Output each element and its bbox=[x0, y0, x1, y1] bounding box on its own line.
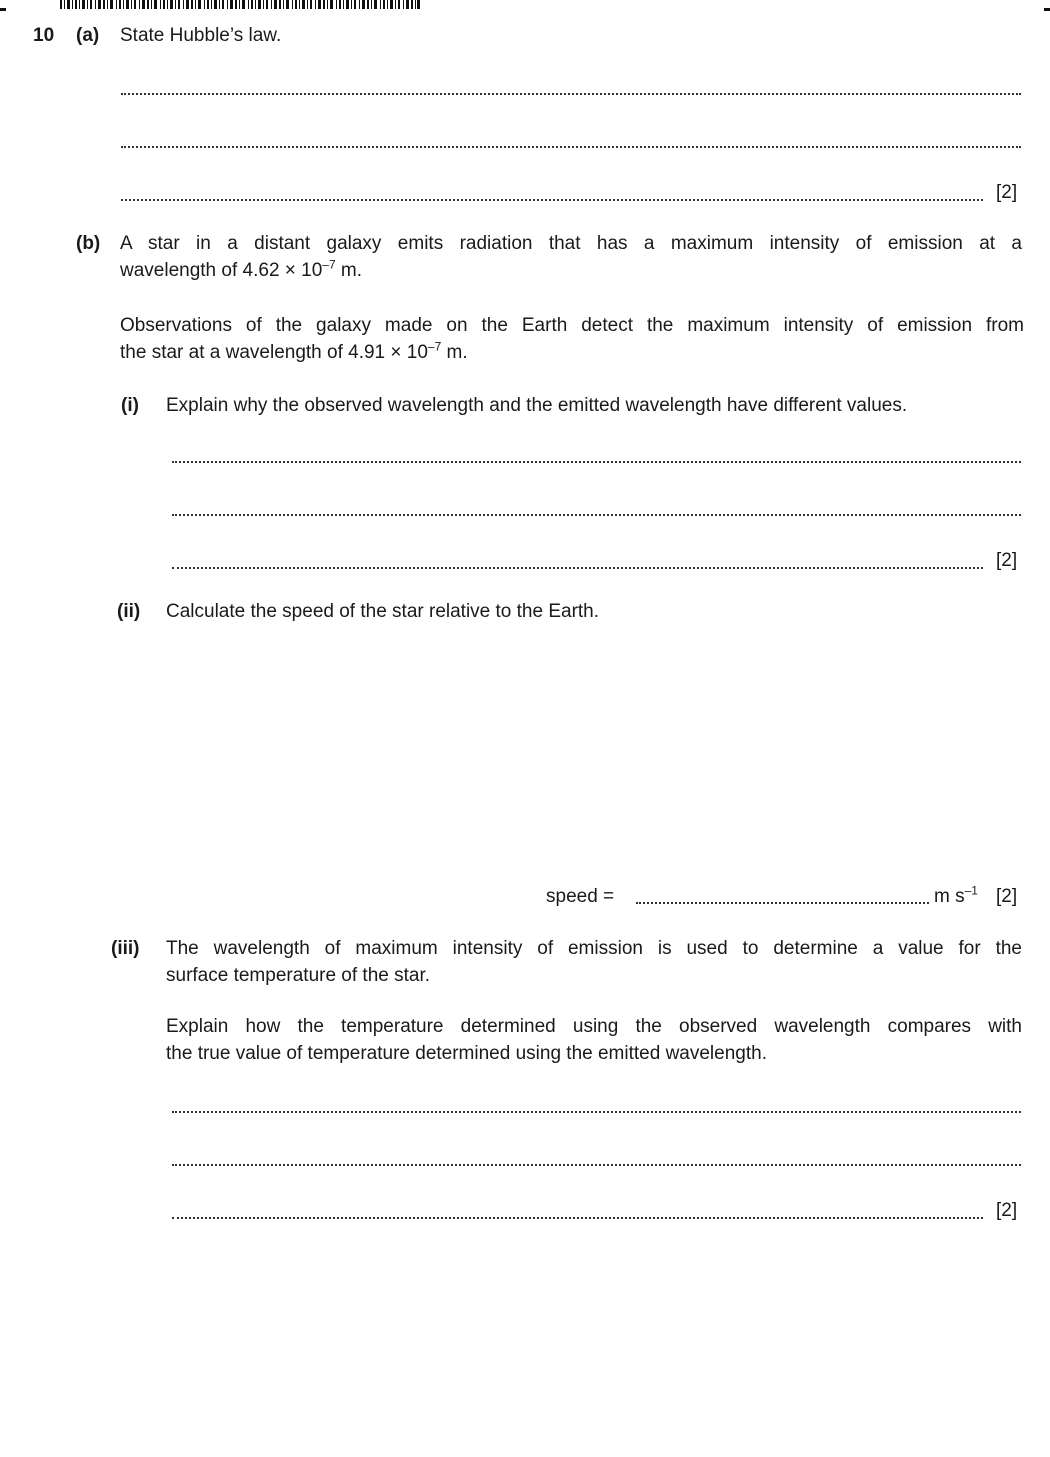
unit-exponent: –1 bbox=[964, 883, 978, 898]
sub-iii-line4: the true value of temperature determined using the emitted wavelength. bbox=[166, 1043, 767, 1064]
sub-iii-label: (iii) bbox=[111, 938, 140, 959]
crop-mark-left bbox=[0, 8, 6, 11]
sub-iii-line1: The wavelength of maximum intensity of emission is used to determine a value for the bbox=[166, 938, 1022, 959]
marks-b-iii: [2] bbox=[996, 1200, 1018, 1221]
speed-label: speed = bbox=[546, 886, 615, 907]
answer-line[interactable] bbox=[121, 199, 983, 201]
answer-line[interactable] bbox=[172, 567, 983, 569]
part-a-prompt: State Hubble’s law. bbox=[120, 25, 282, 46]
sub-ii-prompt: Calculate the speed of the star relative to the Earth. bbox=[166, 601, 600, 622]
para1-exponent: –7 bbox=[322, 257, 336, 272]
part-b-label: (b) bbox=[76, 233, 101, 254]
speed-unit bbox=[934, 883, 978, 910]
part-b-para2-line2 bbox=[120, 339, 1024, 366]
sub-iii-para1 bbox=[166, 935, 1022, 989]
unit-text: m s bbox=[934, 886, 965, 907]
marks-b-i: [2] bbox=[996, 550, 1018, 571]
sub-i-label: (i) bbox=[121, 395, 139, 416]
part-a-label: (a) bbox=[76, 25, 100, 46]
sub-iii-para2 bbox=[166, 1013, 1022, 1067]
answer-line[interactable] bbox=[121, 93, 1021, 95]
marks-a: [2] bbox=[996, 182, 1018, 203]
para2-text: the star at a wavelength of 4.91 × 10 bbox=[120, 342, 428, 363]
speed-answer-line[interactable] bbox=[636, 902, 929, 904]
sub-i-prompt: Explain why the observed wavelength and the emitted wavelength have different values. bbox=[166, 395, 908, 416]
answer-line[interactable] bbox=[172, 461, 1021, 463]
answer-line[interactable] bbox=[172, 1217, 983, 1219]
para1-unit: m. bbox=[335, 260, 363, 281]
part-b-para1-line1: A star in a distant galaxy emits radiation that has a maximum intensity of emission at a bbox=[120, 233, 1022, 254]
para2-exponent: –7 bbox=[427, 339, 442, 354]
part-b-para1 bbox=[120, 230, 1022, 284]
part-b-para1-line2 bbox=[120, 257, 1022, 284]
marks-b-ii: [2] bbox=[996, 886, 1018, 907]
sub-iii-line2: surface temperature of the star. bbox=[166, 965, 431, 986]
answer-line[interactable] bbox=[172, 1164, 1021, 1166]
sub-iii-line3: Explain how the temperature determined using the observed wavelength compares with bbox=[166, 1016, 1022, 1037]
para2-unit: m. bbox=[441, 342, 468, 363]
para1-text: wavelength of 4.62 × 10 bbox=[120, 260, 323, 281]
answer-line[interactable] bbox=[172, 1111, 1021, 1113]
answer-line[interactable] bbox=[172, 514, 1021, 516]
question-number: 10 bbox=[33, 25, 55, 46]
part-b-para2 bbox=[120, 312, 1024, 366]
barcode bbox=[60, 0, 420, 9]
sub-ii-label: (ii) bbox=[117, 601, 141, 622]
part-b-para2-line1: Observations of the galaxy made on the Earth detect the maximum intensity of emission from bbox=[120, 315, 1024, 336]
crop-mark-right bbox=[1044, 8, 1050, 11]
answer-line[interactable] bbox=[121, 146, 1021, 148]
